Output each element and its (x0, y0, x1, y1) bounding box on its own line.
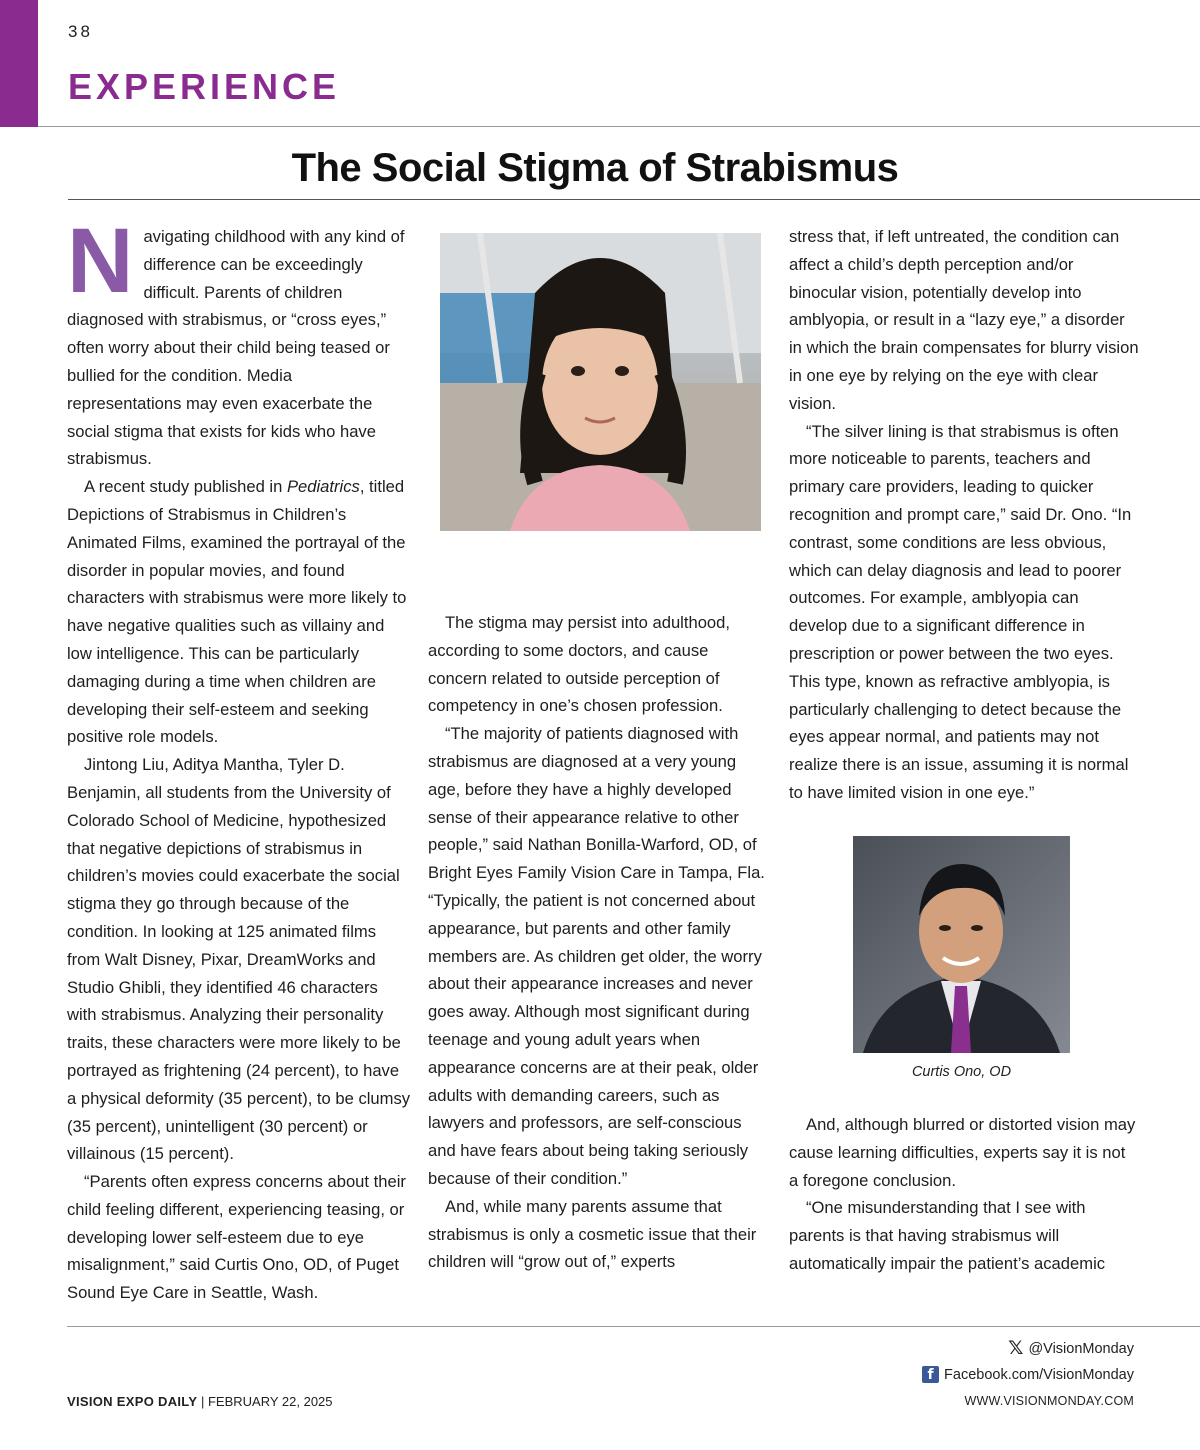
article-column-2 (428, 609, 772, 1276)
separator: | (200, 1394, 205, 1409)
header-divider (38, 126, 1200, 127)
paragraph: avigating childhood with any kind of difference can be exceedingly difficult. Parents of children diagnosed with strabismus, or “cross eyes,” often worry about their child being teased or bullied for the condition. Media representations may even exacerbate the social stigma that exists for kids who have strabismus. (67, 227, 405, 469)
curtis-ono-photo (853, 836, 1070, 1053)
website-link[interactable]: WWW.VISIONMONDAY.COM (964, 1394, 1134, 1408)
text-run: , titled Depictions of Strabismus in Children’s Animated Films, examined the portrayal of the disorder in popular movies, and found characters with strabismus were more likely to have negative qualities such as villainy and low intelligence. This can be particularly damaging during a time when children are developing their self-esteem and seeking positive role models. (67, 477, 407, 747)
paragraph (67, 473, 411, 751)
paragraph: “The silver lining is that strabismus is often more noticeable to parents, teachers and primary care providers, leading to quicker recognition and prompt care,” said Dr. Ono. “In contrast, some conditions are less obvious, which can delay diagnosis and lead to poorer outcomes. For example, amblyopia can develop due to a significant difference in prescription or power between the two eyes. This type, known as refractive amblyopia, is particularly challenging to detect because the eyes appear normal, and patients may not realize there is an issue, assuming it is normal to have limited vision in one eye.” (789, 421, 1132, 802)
paragraph: The stigma may persist into adulthood, according to some doctors, and cause concern related to outside perception of competency in one’s chosen profession. (428, 613, 731, 716)
paragraph: And, while many parents assume that strabismus is only a cosmetic issue that their children will “grow out of,” experts (428, 1196, 757, 1272)
paragraph: “The majority of patients diagnosed with strabismus are diagnosed at a very young age, before they have a highly developed sense of their appearance relative to other people,” said Nathan Bonilla-Warford, OD, of Bright Eyes Family Vision Care in Tampa, Fla. “Typically, the patient is not concerned about appearance, but parents and other family members are. As children get older, the worry about their appearance increases and never goes away. Although most significant during teenage and young adult years when appearance concerns are at their peak, older adults with demanding careers, such as lawyers and professors, are self-conscious and have fears about being taking seriously because of their condition.” (428, 724, 765, 1188)
x-handle-link[interactable] (1008, 1337, 1134, 1359)
photo-caption: Curtis Ono, OD (911, 1064, 1012, 1080)
article-headline: The Social Stigma of Strabismus (291, 146, 899, 190)
section-color-bar (0, 0, 38, 127)
girl-photo (440, 233, 761, 531)
paragraph: “Parents often express concerns about their child feeling different, experiencing teasing, or developing lower self-esteem due to eye misalignment,” said Curtis Ono, OD, of Puget Sound Eye Care in Seattle, Wash. (67, 1172, 406, 1303)
text-run: A recent study published in (84, 477, 287, 497)
section-label: EXPERIENCE (68, 66, 341, 107)
article-column-3 (789, 223, 1139, 807)
x-logo-icon: 𝕏 (1008, 1337, 1024, 1359)
paragraph: Jintong Liu, Aditya Mantha, Tyler D. Benjamin, all students from the University of Colorado School of Medicine, hypothesized that negative depictions of strabismus in children’s movies could exacerbate the social stigma they go through because of the condition. In looking at 125 animated films from Walt Disney, Pixar, DreamWorks and Studio Ghibli, they identified 46 characters with strabismus. Analyzing their personality traits, these characters were more likely to be portrayed as frightening (24 percent), to have a physical deformity (35 percent), to be clumsy (35 percent), unintelligent (30 percent) or villainous (15 percent). (67, 755, 411, 1164)
facebook-icon: f (922, 1366, 939, 1383)
paragraph: “One misunderstanding that I see with parents is that having strabismus will automatically impair the patient’s academic (789, 1198, 1106, 1273)
publication-name: VISION EXPO DAILY (67, 1394, 198, 1409)
x-handle: @VisionMonday (1028, 1340, 1134, 1357)
issue-date: FEBRUARY 22, 2025 (207, 1394, 333, 1409)
publication-info (67, 1394, 333, 1409)
paragraph: And, although blurred or distorted vision may cause learning difficulties, experts say it is not a foregone conclusion. (789, 1115, 1136, 1190)
facebook-url: Facebook.com/VisionMonday (944, 1366, 1134, 1383)
page-number: 38 (68, 22, 93, 41)
facebook-link[interactable] (922, 1366, 1134, 1383)
article-column-1 (67, 210, 411, 1307)
paragraph: stress that, if left untreated, the condition can affect a child’s depth perception and/or binocular vision, potentially develop into amblyopia, or result in a “lazy eye,” a disorder in which the brain compensates for blurry vision in one eye by relying on the eye with clear vision. (789, 227, 1139, 413)
footer-divider (67, 1326, 1200, 1327)
article-column-3-continued (789, 1111, 1139, 1278)
headline-divider (68, 199, 1200, 200)
drop-cap: N (67, 210, 134, 312)
journal-title: Pediatrics (286, 477, 360, 497)
